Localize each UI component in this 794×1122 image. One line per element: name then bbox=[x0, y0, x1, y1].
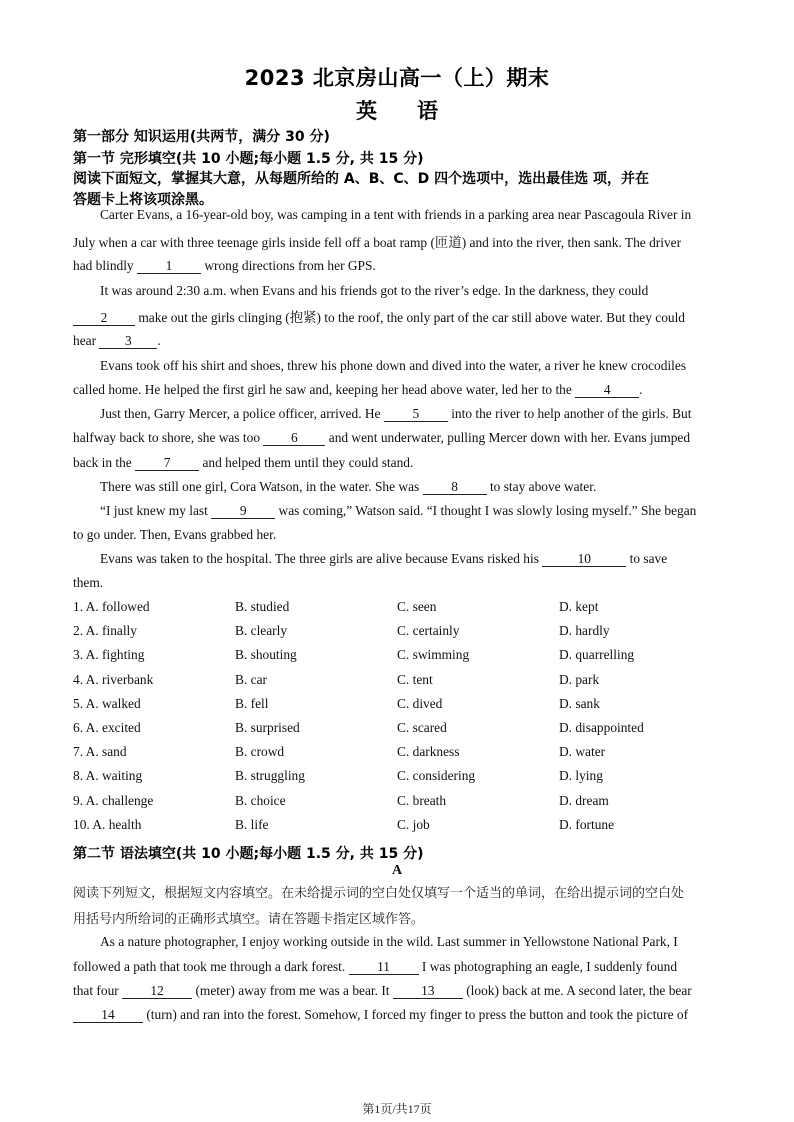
option-3-b: B. shouting bbox=[235, 647, 297, 663]
passage1-p1-line1: Carter Evans, a 16-year-old boy, was camping in a tent with friends in a parking area near Pascagoula River in bbox=[100, 207, 692, 222]
option-2-a: 2. A. finally bbox=[73, 623, 137, 639]
text-run: (turn) and ran into the forest. Somehow, I forced my finger to press the button and took the picture of bbox=[143, 1007, 689, 1022]
text-run: There was still one girl, Cora Watson, in the water. She was bbox=[100, 479, 423, 494]
section1-instruction-line2: 答题卡上将该项涂黑。 bbox=[73, 192, 213, 208]
passage1-p7-line2: them. bbox=[73, 575, 104, 590]
passage1-p3-line2 bbox=[73, 382, 643, 398]
blank-2[interactable]: 2 bbox=[73, 311, 135, 326]
passage1-p6-line2: to go under. Then, Evans grabbed her. bbox=[73, 527, 277, 542]
option-7-d: D. water bbox=[559, 744, 606, 760]
option-6-c: C. scared bbox=[397, 720, 447, 735]
blank-12[interactable]: 12 bbox=[122, 984, 192, 999]
text-run: that four bbox=[73, 983, 123, 998]
blank-4[interactable]: 4 bbox=[575, 383, 639, 398]
option-4-d: D. park bbox=[559, 671, 600, 687]
text-run: into the river to help another of the girls. But bbox=[447, 406, 692, 421]
option-10-a: 10. A. health bbox=[73, 816, 142, 832]
passage1-p4-line1 bbox=[100, 406, 691, 422]
option-4-b: B. car bbox=[235, 671, 267, 687]
passage2-line4 bbox=[73, 1007, 688, 1023]
option-6-d: D. disappointed bbox=[559, 720, 644, 735]
passage1-p4-line3 bbox=[73, 455, 413, 471]
section2-label: A bbox=[391, 863, 403, 878]
blank-7[interactable]: 7 bbox=[135, 456, 199, 471]
option-5-d: D. sank bbox=[559, 695, 600, 711]
subject-char-1: 英 bbox=[356, 99, 377, 123]
option-3-c: C. swimming bbox=[397, 647, 470, 663]
blank-13[interactable]: 13 bbox=[393, 984, 463, 999]
text-run: to save bbox=[626, 551, 668, 566]
option-9-d: D. dream bbox=[559, 792, 609, 808]
blank-8[interactable]: 8 bbox=[423, 480, 487, 495]
option-8-c: C. considering bbox=[397, 768, 476, 784]
option-8-d: D. lying bbox=[559, 768, 603, 784]
section1-instruction-line1: 阅读下面短文，掌握其大意，从每题所给的 A、B、C、D 四个选项中，选出最佳选 项，并在 bbox=[73, 171, 650, 187]
section1-heading: 第一节 完形填空(共 10 小题;每小题 1.5 分, 共 15 分) bbox=[73, 151, 424, 167]
text-run: make out the girls clinging (抱紧) to the roof, the only part of the car still above water. But they could bbox=[135, 310, 685, 325]
text-run: wrong directions from her GPS. bbox=[200, 258, 376, 273]
text-run: back in the bbox=[73, 455, 136, 470]
option-1-b: B. studied bbox=[235, 599, 290, 614]
option-3-a: 3. A. fighting bbox=[73, 647, 145, 663]
option-7-b: B. crowd bbox=[235, 744, 285, 760]
option-4-a: 4. A. riverbank bbox=[73, 671, 154, 687]
passage2-line3 bbox=[73, 983, 692, 999]
text-run: I was photographing an eagle, I suddenly found bbox=[418, 959, 678, 974]
passage1-p7-line1 bbox=[100, 551, 667, 567]
subject-title bbox=[0, 95, 794, 125]
option-7-a: 7. A. sand bbox=[73, 744, 127, 760]
option-1-a: 1. A. followed bbox=[73, 599, 150, 614]
subject-char-2: 语 bbox=[417, 99, 438, 123]
section2-instruction-line1: 阅读下列短文，根据短文内容填空。在未给提示词的空白处仅填写一个适当的单词，在给出提示词的空白处 bbox=[73, 886, 685, 901]
option-5-c: C. dived bbox=[397, 695, 443, 711]
passage2-line1: As a nature photographer, I enjoy working outside in the wild. Last summer in Yellowstone National Park, I bbox=[100, 934, 678, 949]
blank-14[interactable]: 14 bbox=[73, 1008, 143, 1023]
section2-instruction-line2: 用括号内所给词的正确形式填空。请在答题卡指定区域作答。 bbox=[73, 912, 425, 927]
text-run: “I just knew my last bbox=[100, 503, 212, 518]
page-footer: 第1页/共17页 bbox=[362, 1102, 432, 1116]
option-2-c: C. certainly bbox=[397, 623, 460, 639]
passage1-p2-line3 bbox=[73, 333, 161, 349]
text-run: followed a path that took me through a dark forest. bbox=[73, 959, 349, 974]
text-run: hear bbox=[73, 333, 100, 348]
text-run: called home. He helped the first girl he saw and, keeping her head above water, led her to the bbox=[73, 382, 576, 397]
passage1-p1-line2: July when a car with three teenage girls inside fell off a boat ramp (匝道) and into the river, then sank. The driver bbox=[73, 235, 682, 250]
option-8-a: 8. A. waiting bbox=[73, 768, 143, 784]
option-10-b: B. life bbox=[235, 816, 269, 832]
option-10-c: C. job bbox=[397, 816, 430, 832]
option-3-d: D. quarrelling bbox=[559, 647, 635, 663]
passage1-p6-line1 bbox=[100, 503, 696, 519]
option-4-c: C. tent bbox=[397, 671, 433, 687]
text-run: (look) back at me. A second later, the bear bbox=[462, 983, 692, 998]
passage1-p2-line1: It was around 2:30 a.m. when Evans and his friends got to the river’s edge. In the darkness, they could bbox=[100, 283, 649, 298]
option-5-a: 5. A. walked bbox=[73, 695, 141, 711]
text-run: was coming,” Watson said. “I thought I was slowly losing myself.” She began bbox=[275, 503, 697, 518]
option-2-b: B. clearly bbox=[235, 623, 288, 639]
text-run: (meter) away from me was a bear. It bbox=[192, 983, 393, 998]
option-6-a: 6. A. excited bbox=[73, 720, 141, 735]
text-run: . bbox=[157, 333, 161, 348]
text-run: . bbox=[639, 382, 643, 397]
text-run: halfway back to shore, she was too bbox=[73, 430, 264, 445]
blank-3[interactable]: 3 bbox=[99, 334, 157, 349]
option-1-d: D. kept bbox=[559, 599, 599, 614]
passage1-p2-line2 bbox=[73, 307, 685, 326]
passage1-p3-line1: Evans took off his shirt and shoes, threw his phone down and dived into the water, a river he knew crocodiles bbox=[100, 358, 687, 373]
text-run: and helped them until they could stand. bbox=[199, 455, 414, 470]
blank-11[interactable]: 11 bbox=[349, 960, 419, 975]
blank-10[interactable]: 10 bbox=[542, 552, 626, 567]
blank-1[interactable]: 1 bbox=[137, 259, 201, 274]
text-run: had blindly bbox=[73, 258, 137, 273]
passage1-p1-line3 bbox=[73, 258, 376, 274]
text-run: to stay above water. bbox=[486, 479, 597, 494]
text-run: Just then, Garry Mercer, a police officer, arrived. He bbox=[100, 406, 384, 421]
option-2-d: D. hardly bbox=[559, 623, 610, 639]
option-6-b: B. surprised bbox=[235, 720, 300, 735]
passage2-line2 bbox=[73, 959, 677, 975]
option-9-c: C. breath bbox=[397, 792, 447, 808]
blank-6[interactable]: 6 bbox=[263, 431, 325, 446]
passage1-p5-line1 bbox=[100, 479, 596, 495]
option-5-b: B. fell bbox=[235, 695, 269, 711]
option-10-d: D. fortune bbox=[559, 816, 615, 832]
blank-5[interactable]: 5 bbox=[384, 407, 448, 422]
option-1-c: C. seen bbox=[397, 599, 437, 614]
text-run: and went underwater, pulling Mercer down with her. Evans jumped bbox=[325, 430, 691, 445]
exam-title: 2023 北京房山高一（上）期末 bbox=[244, 66, 550, 90]
part1-heading: 第一部分 知识运用(共两节，满分 30 分) bbox=[73, 129, 330, 145]
option-7-c: C. darkness bbox=[397, 744, 460, 760]
option-8-b: B. struggling bbox=[235, 768, 305, 784]
passage1-p4-line2 bbox=[73, 430, 690, 446]
option-9-b: B. choice bbox=[235, 792, 286, 808]
section2-heading: 第二节 语法填空(共 10 小题;每小题 1.5 分, 共 15 分) bbox=[73, 846, 424, 862]
blank-9[interactable]: 9 bbox=[211, 504, 275, 519]
option-9-a: 9. A. challenge bbox=[73, 792, 154, 808]
text-run: Evans was taken to the hospital. The three girls are alive because Evans risked his bbox=[100, 551, 543, 566]
